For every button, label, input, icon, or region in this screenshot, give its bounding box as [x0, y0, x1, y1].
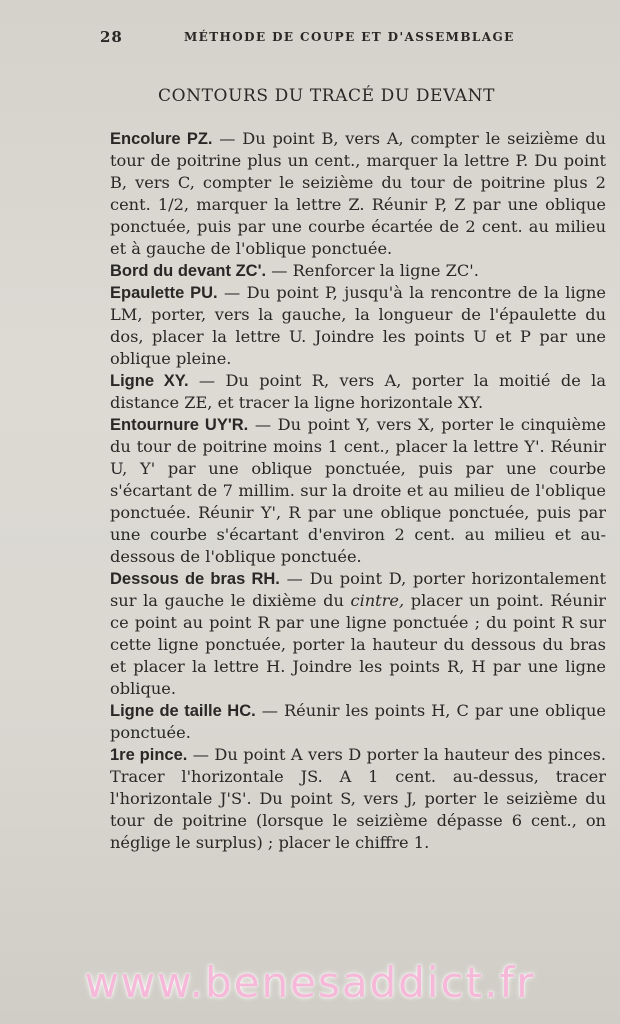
paragraph-text: — Du point P, jusqu'à la rencontre de la ligne LM, porter, vers la gauche, la longueur de l'épaulette du dos, placer la lettre U. Joindre les points U et P par une oblique pleine. — [110, 283, 607, 368]
body-text — [86, 128, 606, 854]
paragraph-lead: Entournure UY'R. — [110, 416, 249, 434]
paragraph-text-before: — Du point D, porter horizontalement sur la gauche le dixième du — [110, 569, 606, 610]
paragraph-ligne-de-taille — [86, 700, 606, 744]
paragraph-lead: Bord du devant ZC'. — [110, 262, 267, 280]
paragraph-lead: Ligne de taille HC. — [110, 702, 256, 720]
paragraph-text: placer un point. Réunir ce point au point R par une ligne ponctuée ; du point R sur cette ligne ponctuée, porter la hauteur du dessous du bras et placer la lettre H. Joindre les points R, H par une ligne oblique. — [110, 591, 606, 698]
paragraph-text: — Du point A vers D porter la hauteur des pinces. Tracer l'horizontale JS. A 1 cent. au-dessus, tracer l'horizontale J'S'. Du point S, vers J, porter le seizième du tour de poitrine (lorsque le seizième dépasse 6 cent., on néglige le surplus) ; placer le chiffre 1. — [110, 745, 607, 852]
paragraph-lead: Ligne XY. — [110, 372, 189, 390]
paragraph-lead: 1re pince. — [110, 746, 188, 764]
paragraph-lead: Epaulette PU. — [110, 284, 218, 302]
section-title: CONTOURS DU TRACÉ DU DEVANT — [158, 86, 496, 106]
paragraph-text: — Du point B, vers A, compter le seizième du tour de poitrine plus un cent., marquer la lettre P. Du point B, vers C, compter le seizième du tour de poitrine plus 2 cent. 1/2, marquer la lettre Z. Réunir P, Z par une oblique ponctuée, puis par une courbe écartée de 2 cent. au milieu et à gauche de l'oblique ponctuée. — [110, 129, 606, 258]
paragraph-encolure — [86, 128, 606, 260]
paragraph-epaulette — [86, 282, 606, 370]
paragraph-italic: cintre, — [350, 591, 405, 610]
paragraph-premiere-pince — [86, 744, 606, 854]
paragraph-lead: Encolure PZ. — [110, 130, 213, 148]
page-number: 28 — [100, 28, 123, 46]
paragraph-ligne-xy — [86, 370, 606, 414]
paragraph-text: — Du point Y, vers X, porter le cinquième du tour de poitrine moins 1 cent., placer la lettre Y'. Réunir U, Y' par une oblique ponctuée, puis par une courbe s'écartant de 7 millim. sur la droite et au milieu de l'oblique ponctuée. Réunir Y', R par une oblique ponctuée, puis par une courbe s'écartant d'environ 2 cent. au milieu et au-dessous de l'oblique ponctuée. — [110, 415, 607, 566]
paragraph-bord-du-devant — [86, 260, 606, 282]
paragraph-entournure — [86, 414, 606, 568]
paragraph-dessous-de-bras — [86, 568, 606, 700]
paragraph-lead: Dessous de bras RH. — [110, 570, 280, 588]
paragraph-text: — Du point R, vers A, porter la moitié de la distance ZE, et tracer la ligne horizontale XY. — [110, 371, 606, 412]
paragraph-text: — Réunir les points H, C par une oblique ponctuée. — [110, 701, 606, 742]
paragraph-text: — Renforcer la ligne ZC'. — [266, 261, 479, 280]
running-title: MÉTHODE DE COUPE ET D'ASSEMBLAGE — [184, 30, 515, 44]
watermark: www.benesaddict.fr — [84, 958, 536, 1007]
